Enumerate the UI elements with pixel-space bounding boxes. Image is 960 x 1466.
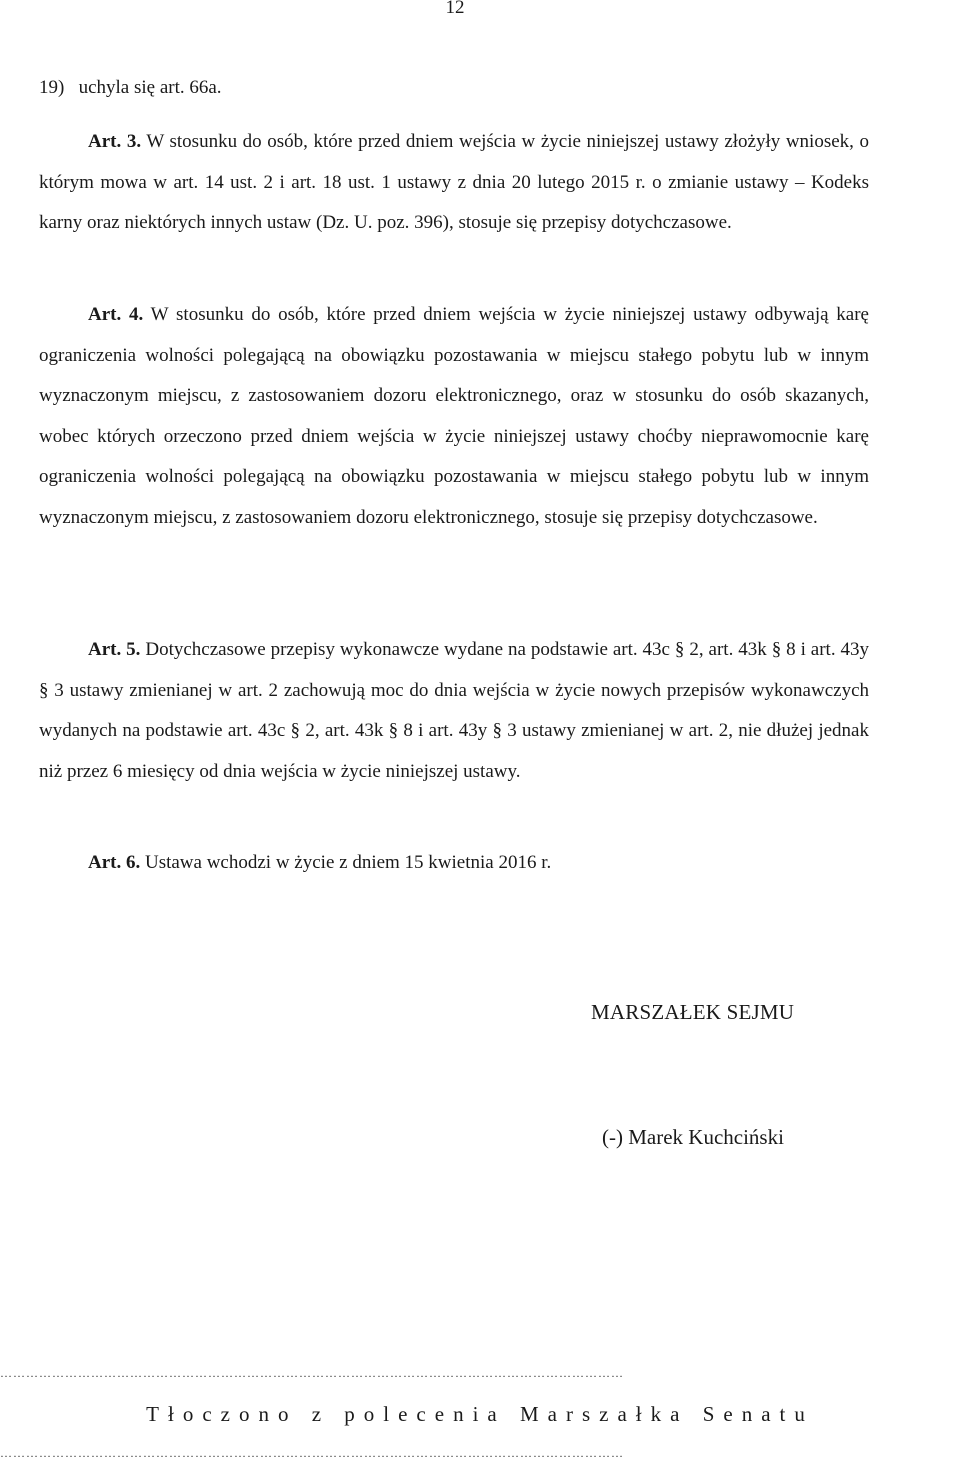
article-4-label: Art. 4. <box>88 304 144 325</box>
item-19 <box>39 68 869 109</box>
signature-title: MARSZAŁEK SEJMU <box>591 1000 795 1024</box>
footer-dots-top: ……………………………………………………………………………………………………………………………… <box>0 1366 624 1380</box>
item-19-text: uchyla się art. 66a. <box>78 77 222 98</box>
article-5 <box>39 630 869 792</box>
article-3-text: W stosunku do osób, które przed dniem wejścia w życie niniejszej ustawy złożyły wniosek, o którym mowa w art. 14 ust. 2 i art. 18 ust. 1 ustawy z dnia 20 lutego 2015 r. o zmianie ustawy – Kodeks karny oraz niektórych innych ustaw (Dz. U. poz. 396), stosuje się przepisy dotychczasowe. <box>39 131 869 233</box>
article-4-text: W stosunku do osób, które przed dniem wejścia w życie niniejszej ustawy odbywają karę ograniczenia wolności polegającą na obowiązku pozostawania w miejscu stałego pobytu lub w innym wyznaczonym miejscu, z zastosowaniem dozoru elektronicznego, oraz w stosunku do osób skazanych, wobec których orzeczono przed dniem wejścia w życie niniejszej ustawy choćby nieprawomocnie karę ograniczenia wolności polegającą na obowiązku pozostawania w miejscu stałego pobytu lub w innym wyznaczonym miejscu, z zastosowaniem dozoru elektronicznego, stosuje się przepisy dotychczasowe. <box>39 304 869 528</box>
article-3-label: Art. 3. <box>88 131 142 152</box>
article-6-text: Ustawa wchodzi w życie z dniem 15 kwietnia 2016 r. <box>144 852 552 873</box>
page-number: 12 <box>445 0 465 18</box>
footer-text: Tłoczono z polecenia Marszałka Senatu <box>146 1402 814 1426</box>
article-4 <box>39 295 869 538</box>
article-3 <box>39 122 869 244</box>
item-19-number: 19) <box>39 77 65 98</box>
signature-name: (-) Marek Kuchciński <box>602 1125 784 1149</box>
article-6-label: Art. 6. <box>88 852 141 873</box>
footer-dots-bottom: ……………………………………………………………………………………………………………………………… <box>0 1446 624 1460</box>
article-5-text: Dotychczasowe przepisy wykonawcze wydane na podstawie art. 43c § 2, art. 43k § 8 i art. 43y § 3 ustawy zmienianej w art. 2 zachowują moc do dnia wejścia w życie nowych przepisów wykonawczych wydanych na podstawie art. 43c § 2, art. 43k § 8 i art. 43y § 3 ustawy zmienianej w art. 2, nie dłużej jednak niż przez 6 miesięcy od dnia wejścia w życie niniejszej ustawy. <box>39 639 870 782</box>
article-6 <box>39 843 869 884</box>
article-5-label: Art. 5. <box>88 639 141 660</box>
